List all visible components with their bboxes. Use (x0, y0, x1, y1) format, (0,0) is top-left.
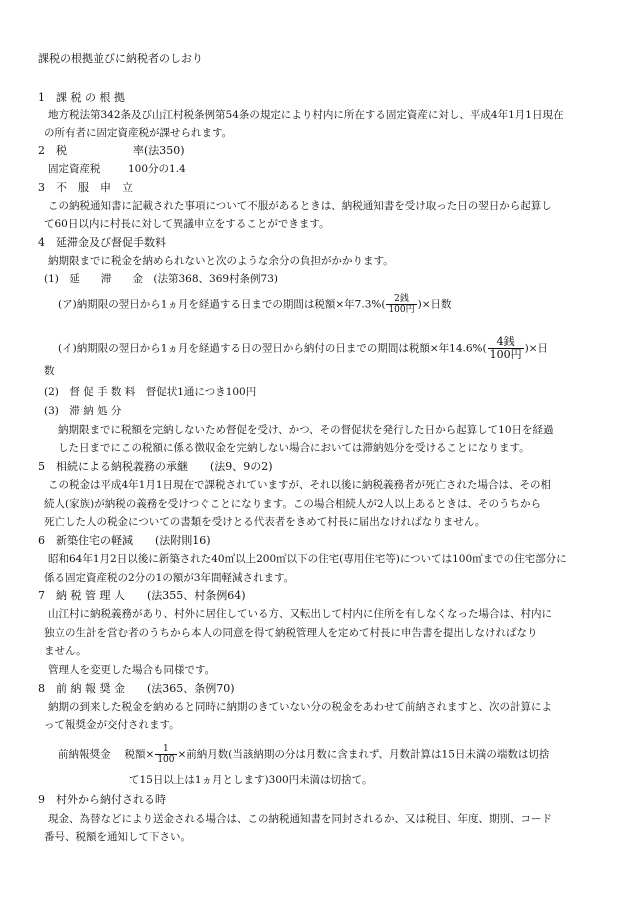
section-6-heading: 6 新築住宅の軽減 (法附則16) (38, 534, 211, 547)
section-6-line: 昭和64年1月2日以後に新築された40㎡以上200㎡以下の住宅(専用住宅等)については100㎡までの住宅部分に (48, 553, 567, 565)
section-7-line: ません。 (44, 645, 87, 657)
section-4-heading: 4 延滞金及び督促手数料 (38, 236, 166, 249)
section-5-line: この税金は平成4年1月1日現在で課税されていますが、それ以後に納税義務者が死亡された場合は、その相 (48, 479, 552, 491)
formula-continued: て15日以上は1ヵ月とします)300円未満は切捨て。 (129, 774, 373, 786)
section-7-line: 管理人を変更した場合も同様です。 (48, 664, 216, 676)
section-4-sub3-line: した日までにこの税額に係る徴収金を完納しない場合においては滞納処分を受けることになります。 (58, 442, 530, 454)
tax-item-label: 固定資産税 (48, 163, 101, 175)
delay-fee-i-continued: 数 (44, 365, 55, 377)
section-3-heading: 3 不 服 申 立 (38, 181, 133, 194)
formula-label: 前納報奨金 (58, 748, 111, 761)
section-7-line: 独立の生計を営む者のうちから本人の同意を得て納税管理人を定めて村長に申告書を提出しなければなり (44, 627, 538, 639)
fraction-one-hundredth (155, 744, 176, 765)
fraction-numerator: 1 (155, 744, 176, 755)
section-1-line: 地方税法第342条及び山江村税条例第54条の規定により村内に所在する固定資産に対し、平成4年1月1日現在 (48, 109, 564, 121)
fraction-denominator: 100円 (489, 348, 522, 361)
section-8-line: って報奨金が交付されます。 (44, 719, 180, 731)
fraction-denominator: 100円 (388, 305, 415, 315)
section-8-line: 納期の到来した税金を納めると同時に納期のきていない分の税金をあわせて前納されますと、次の計算によ (48, 701, 552, 713)
delay-fee-a-text: (ア)納期限の翌日から1ヵ月を経過する日までの期間は税額×年7.3%( (58, 298, 386, 311)
section-6-line: 係る固定資産税の2分の1の額が3年間軽減されます。 (44, 572, 295, 584)
delay-fee-i (58, 336, 548, 361)
prepay-formula (58, 744, 549, 765)
section-3-line: て60日以内に村長に対して異議申立をすることができます。 (44, 218, 330, 230)
delay-fee-i-text: (イ)納期限の翌日から1ヵ月を経過する日の翌日から納付の日までの期間は税額×年14.6%( (58, 342, 487, 355)
section-3-line: この納税通知書に記載された事項について不服があるときは、納税通知書を受け取った日の翌日から起算し (48, 200, 552, 212)
section-1-line: の所有者に固定資産税が課せられます。 (44, 127, 233, 139)
fraction-numerator: 2銭 (386, 294, 416, 305)
tax-rate-value: 100分の1.4 (128, 163, 186, 175)
section-5-line: 続人(家族)が納税の義務を受けつぐことになります。この場合相続人が2人以上あるときは、そのうちから (44, 498, 542, 510)
section-4-intro: 納期限までに税金を納められないと次のような余分の負担がかかります。 (48, 255, 394, 267)
section-4-sub3-line: 納期限までに税額を完納しないため督促を受け、かつ、その督促状を発行した日から起算して10日を経過 (58, 424, 554, 436)
fraction-numerator: 4銭 (488, 336, 524, 349)
fraction-2sen (386, 294, 416, 315)
formula-post: ×前納月数(当該納期の分は月数に含まれず、月数計算は15日未満の端数は切捨 (177, 748, 550, 761)
section-9-line: 番号、税額を通知して下さい。 (44, 831, 191, 843)
section-4-sub1: (1) 延 滞 金 (法第368、369村条例73) (44, 273, 279, 285)
fraction-denominator: 100 (157, 755, 175, 765)
section-2-heading: 2 税 率(法350) (38, 144, 185, 157)
section-4-sub2: (2) 督 促 手 数 料 督促状1通につき100円 (44, 386, 257, 398)
section-5-heading: 5 相続による納税義務の承継 (法9、9の2) (38, 460, 273, 473)
section-4-sub3: (3) 滞 納 処 分 (44, 405, 122, 417)
section-7-line: 山江村に納税義務があり、村外に居住している方、又転出して村内に住所を有しなくなった場合は、村内に (48, 608, 552, 620)
delay-fee-a (58, 294, 452, 315)
section-8-heading: 8 前 納 報 奨 金 (法365、条例70) (38, 682, 235, 695)
formula-prefix: 税額× (124, 748, 155, 761)
document-title: 課税の根拠並びに納税者のしおり (38, 52, 203, 65)
section-5-line: 死亡した人の税金についての書類を受けとる代表者をきめて村長に届出なければなりません。 (44, 516, 486, 528)
delay-fee-a-tail: )×日数 (417, 298, 452, 311)
fraction-4sen (488, 336, 524, 361)
section-9-heading: 9 村外から納付される時 (38, 793, 166, 806)
section-1-heading: 1 課 税 の 根 拠 (38, 91, 125, 104)
section-9-line: 現金、為替などにより送金される場合は、この納税通知書を同封されるか、又は税目、年度、期別、コード (48, 813, 552, 825)
section-7-heading: 7 納 税 管 理 人 (法355、村条例64) (38, 589, 246, 602)
delay-fee-i-tail: )×日 (524, 342, 549, 355)
